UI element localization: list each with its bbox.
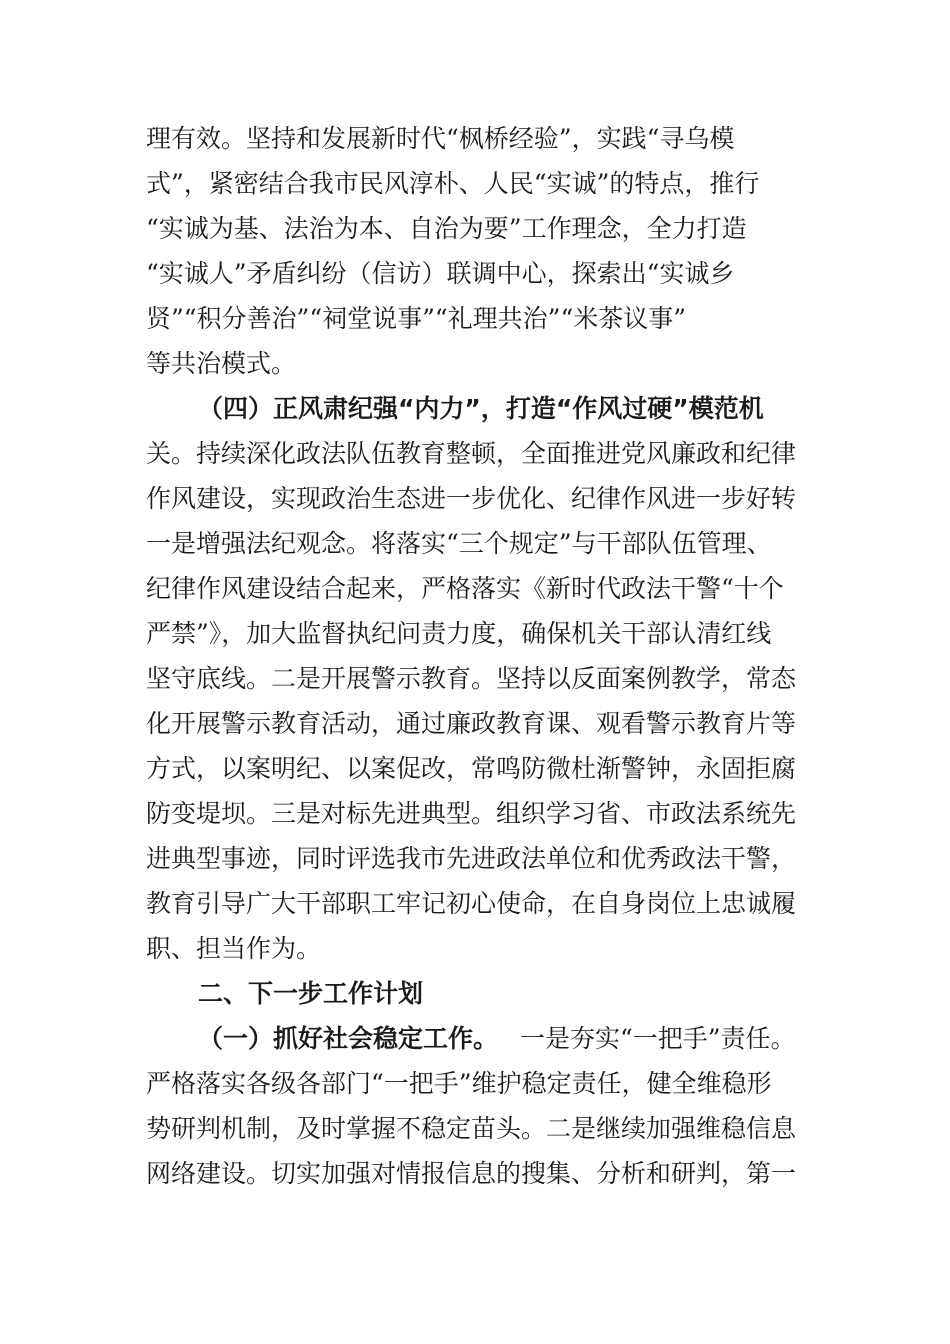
text-line: 式”，紧密结合我市民风淳朴、人民“实诚”的特点，推行 <box>146 169 760 198</box>
section-heading-1: （一）抓好社会稳定工作。 <box>198 1024 499 1053</box>
text-line: 势研判机制，及时掌握不稳定苗头。二是继续加强维稳信息 <box>146 1114 797 1143</box>
text-line: 职、担当作为。 <box>146 934 322 963</box>
text-line: 作风建设，实现政治生态进一步优化、纪律作风进一步好转 <box>146 484 797 513</box>
text-line: 理有效。坚持和发展新时代“枫桥经验”，实践“寻乌模 <box>146 124 735 153</box>
chapter-heading: 二、下一步工作计划 <box>198 979 424 1008</box>
text-line: 化开展警示教育活动，通过廉政教育课、观看警示教育片等 <box>146 709 797 738</box>
text-line: 方式，以案明纪、以案促改，常鸣防微杜渐警钟，永固拒腐 <box>146 754 797 783</box>
text-line: 严格落实各级各部门“一把手”维护稳定责任，健全维稳形 <box>146 1069 772 1098</box>
text-line: 教育引导广大干部职工牢记初心使命，在自身岗位上忠诚履 <box>146 889 797 918</box>
text-line: “实诚为基、法治为本、自治为要”工作理念，全力打造 <box>146 214 747 243</box>
text-line: “实诚人”矛盾纠纷（信访）联调中心，探索出“实诚乡 <box>146 259 735 288</box>
text-line: 等共治模式。 <box>146 349 297 378</box>
text-line: 进典型事迹，同时评选我市先进政法单位和优秀政法干警， <box>146 844 797 873</box>
text-line: 网络建设。切实加强对情报信息的搜集、分析和研判，第一 <box>146 1159 797 1188</box>
text-line: 贤”“积分善治”“祠堂说事”“礼理共治”“米茶议事” <box>146 304 687 333</box>
text-line: 坚守底线。二是开展警示教育。坚持以反面案例教学，常态 <box>146 664 797 693</box>
text-line: 防变堤坝。三是对标先进典型。组织学习省、市政法系统先 <box>146 799 797 828</box>
text-line: 关。持续深化政法队伍教育整顿，全面推进党风廉政和纪律 <box>146 439 797 468</box>
text-line: 一是增强法纪观念。将落实“三个规定”与干部队伍管理、 <box>146 529 772 558</box>
text-line: 纪律作风建设结合起来，严格落实《新时代政法干警“十个 <box>146 574 784 603</box>
text-line: 一是夯实“一把手”责任。 <box>520 1024 796 1053</box>
text-line: 严禁”》，加大监督执纪问责力度，确保机关干部认清红线 <box>146 619 772 648</box>
section-heading-4: （四）正风肃纪强“内力”，打造“作风过硬”模范机 <box>198 394 764 423</box>
